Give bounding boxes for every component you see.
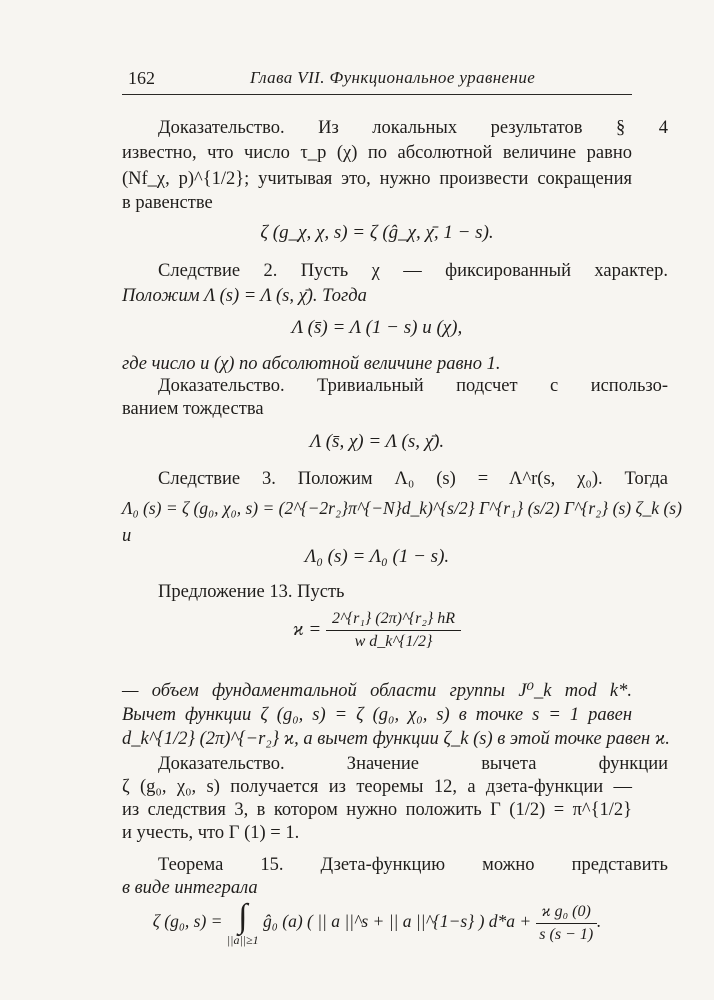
equation-3: Λ (s̄, χ) = Λ (s, χ̄).: [309, 431, 445, 452]
proof-heading-line: Доказательство. Тривиальный подсчет с использо-: [158, 376, 668, 396]
text-line: ванием тождества: [122, 399, 264, 419]
text-line: ζ (g₀, χ₀, s) получается из теоремы 12, а дзета-функции —: [122, 777, 632, 797]
proof-heading-line: Доказательство. Из локальных результатов § 4: [158, 118, 668, 138]
equation-7-body: ĝ₀ (a) ( || a ||^s + || a ||^{1−s} ) d*a +: [263, 911, 532, 932]
equation-7-numerator: ϰ g₀ (0): [536, 903, 597, 924]
equation-6-numerator: 2^{r₁} (2π)^{r₂} hR: [326, 610, 461, 631]
equation-7-denominator: s (s − 1): [539, 925, 594, 943]
integral-sign: [227, 900, 259, 946]
text-line: из следствия 3, в котором нужно положить Γ (1/2) = π^{1/2}: [122, 800, 632, 820]
text-line: известно, что число τ_p (χ) по абсолютной величине равно: [122, 143, 632, 163]
text-line: Положим Λ (s) = Λ (s, χ̄). Тогда: [122, 286, 367, 306]
equation-6: [122, 610, 632, 651]
equation-4: Λ₀ (s) = ζ (g₀, χ₀, s) = (2^{−2r₂}π^{−N}d_k)^{s/2} Γ^{r₁} (s/2) Γ^{r₂} (s) ζ_k (s): [122, 498, 682, 518]
text-line: — объем фундаментальной области группы J⁰_k mod k*.: [122, 681, 632, 701]
equation-7-fraction: [536, 903, 597, 944]
proof-heading-line: Доказательство. Значение вычета функции: [158, 754, 668, 774]
running-title: Глава VII. Функциональное уравнение: [250, 68, 536, 87]
theorem-15-line: Теорема 15. Дзета-функцию можно представить: [158, 855, 668, 875]
equation-7-left: ζ (g₀, s) =: [152, 911, 223, 932]
text-line: где число u (χ) по абсолютной величине равно 1.: [122, 354, 501, 374]
text-line: и: [122, 526, 132, 546]
text-line: в виде интеграла: [122, 878, 258, 898]
integral-symbol: ∫: [238, 898, 248, 935]
text-line: в равенстве: [122, 193, 213, 213]
equation-5: Λ₀ (s) = Λ₀ (1 − s).: [304, 546, 450, 567]
equation-2: Λ (s̄) = Λ (1 − s) u (χ),: [291, 317, 463, 338]
proposition-13-line: Предложение 13. Пусть: [158, 582, 345, 602]
equation-6-left: ϰ =: [292, 618, 322, 640]
text-line: и учесть, что Γ (1) = 1.: [122, 823, 300, 843]
page-header: [122, 68, 632, 95]
corollary-3-line: Следствие 3. Положим Λ₀ (s) = Λ^r(s, χ₀). Тогда: [158, 469, 668, 489]
text-line: Вычет функции ζ (g₀, s) = ζ (g₀, χ₀, s) в точке s = 1 равен: [122, 705, 632, 725]
text-line: d_k^{1/2} (2π)^{−r₂} ϰ, а вычет функции ζ_k (s) в этой точке равен ϰ.: [122, 729, 670, 749]
page-number: 162: [128, 68, 155, 88]
equation-7: [122, 900, 632, 946]
equation-7-end: .: [596, 911, 602, 932]
equation-1: ζ (g_χ, χ, s) = ζ (ĝ_χ, χ̄, 1 − s).: [260, 222, 494, 243]
text-line: (Nf_χ, p)^{1/2}; учитывая это, нужно произвести сокращения: [122, 169, 632, 189]
corollary-2-line: Следствие 2. Пусть χ — фиксированный характер.: [158, 261, 668, 281]
equation-6-fraction: [326, 610, 461, 651]
equation-6-denominator: w d_k^{1/2}: [354, 633, 433, 650]
integral-limit: ||a||≥1: [226, 933, 259, 947]
